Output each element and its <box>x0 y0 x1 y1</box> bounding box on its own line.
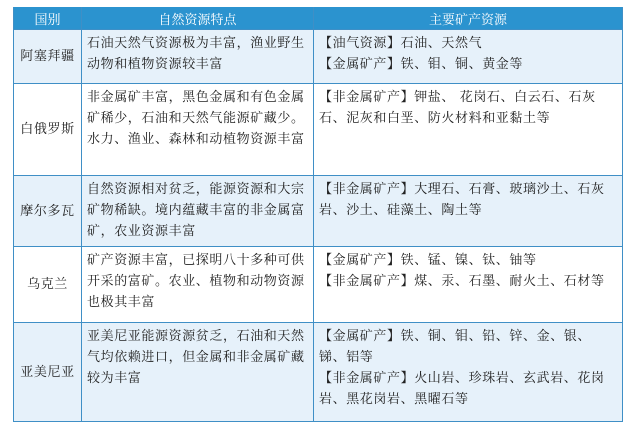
features-cell: 非金属矿丰富，黑色金属和有色金属矿稀少，石油和天然气能源矿藏少。水力、渔业、森林和动植物资源丰富 <box>82 84 314 176</box>
minerals-line: 【金属矿产】铁、铜、钼、铅、锌、金、银、锑、铝等 <box>319 329 592 365</box>
header-country: 国别 <box>14 7 82 30</box>
table-row <box>14 30 623 84</box>
minerals-cell <box>314 30 623 84</box>
features-cell: 自然资源相对贫乏，能源资源和大宗矿物稀缺。境内蕴藏丰富的非金属富矿，农业资源丰富 <box>82 176 314 247</box>
table-row <box>14 84 623 176</box>
minerals-line: 【油气资源】石油、天然气 <box>319 36 483 51</box>
minerals-cell <box>314 84 623 176</box>
minerals-line: 【金属矿产】铁、钼、铜、黄金等 <box>319 57 524 72</box>
features-cell: 石油天然气资源极为丰富，渔业野生动物和植物资源较丰富 <box>82 30 314 84</box>
header-features: 自然资源特点 <box>82 7 314 30</box>
minerals-line: 【非金属矿产】钾盐、 花岗石、白云石、石灰石、泥灰和白垩、防火材料和亚黏土等 <box>319 90 596 126</box>
table-header-row <box>14 7 623 30</box>
resource-table <box>13 7 623 422</box>
features-cell: 矿产资源丰富，已探明八十多种可供开采的富矿。农业、植物和动物资源也极其丰富 <box>82 247 314 323</box>
table-row <box>14 176 623 247</box>
country-cell: 摩尔多瓦 <box>14 176 82 247</box>
minerals-cell <box>314 247 623 323</box>
country-cell: 亚美尼亚 <box>14 323 82 422</box>
features-cell: 亚美尼亚能源资源贫乏，石油和天然气均依赖进口，但金属和非金属矿藏较为丰富 <box>82 323 314 422</box>
minerals-cell <box>314 176 623 247</box>
minerals-line: 【非金属矿产】火山岩、珍珠岩、玄武岩、花岗岩、黑花岗岩、黑曜石等 <box>319 371 605 407</box>
country-cell: 乌克兰 <box>14 247 82 323</box>
header-minerals: 主要矿产资源 <box>314 7 623 30</box>
resource-table-container <box>13 7 622 422</box>
minerals-line: 【金属矿产】铁、锰、镍、钛、铀等 <box>319 253 537 268</box>
minerals-cell <box>314 323 623 422</box>
table-row <box>14 247 623 323</box>
minerals-line: 【非金属矿产】煤、汞、石墨、耐火土、石材等 <box>319 274 605 289</box>
minerals-line: 【非金属矿产】大理石、石膏、玻璃沙土、石灰岩、沙土、硅藻土、陶土等 <box>319 182 605 218</box>
country-cell: 阿塞拜疆 <box>14 30 82 84</box>
table-row <box>14 323 623 422</box>
country-cell: 白俄罗斯 <box>14 84 82 176</box>
